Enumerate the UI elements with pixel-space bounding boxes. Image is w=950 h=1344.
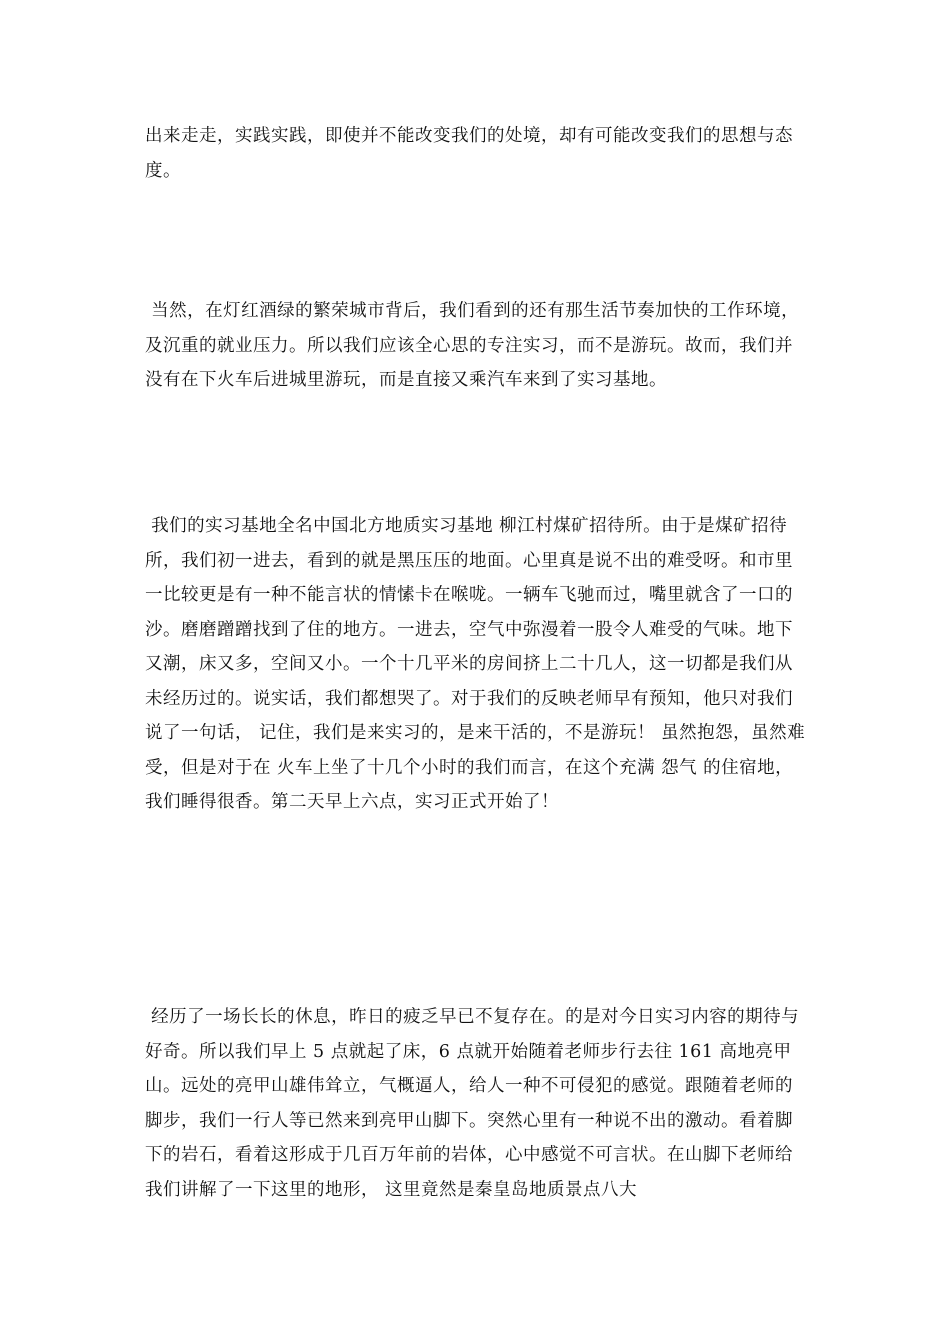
paragraph-3: 我们的实习基地全名中国北方地质实习基地 柳江村煤矿招待所。由于是煤矿招待所，我们初一进去，看到的就是黑压压的地面。心里真是说不出的难受呀。和市里一比较更是有一种不能言状的情愫卡在喉咙。一辆车飞驰而过，嘴里就含了一口的沙。磨磨蹭蹭找到了住的地方。一进去，空气中弥漫着一股令人难受的气味。地下又潮，床又多，空间又小。一个十几平米的房间挤上二十几人，这一切都是我们从未经历过的。说实话，我们都想哭了。对于我们的反映老师早有预知，他只对我们说了一句话， 记住，我们是来实习的，是来干活的，不是游玩！ 虽然抱怨，虽然难受，但是对于在 火车上坐了十几个小时的我们而言，在这个充满 怨气 的住宿地，我们睡得很香。第二天早上六点，实习正式开始了！ <box>145 516 806 812</box>
paragraph-2: 当然，在灯红酒绿的繁荣城市背后，我们看到的还有那生活节奏加快的工作环境，及沉重的就业压力。所以我们应该全心思的专注实习，而不是游玩。故而，我们并没有在下火车后进城里游玩，而是直接又乘汽车来到了实习基地。 <box>145 301 800 390</box>
paragraph-1: 出来走走，实践实践，即使并不能改变我们的处境，却有可能改变我们的思想与态度。 <box>145 126 793 181</box>
paragraph-4: 经历了一场长长的休息，昨日的疲乏早已不复存在。的是对今日实习内容的期待与好奇。所以我们早上 5 点就起了床，6 点就开始随着老师步行去往 161 高地亮甲山。远处的亮甲山雄伟耸立，气概逼人，给人一种不可侵犯的感觉。跟随着老师的脚步，我们一行人等已然来到亮甲山脚下。突然心里有一种说不出的激动。看着脚下的岩石，看着这形成于几百万年前的岩体，心中感觉不可言状。在山脚下老师给我们讲解了一下这里的地形， 这里竟然是秦皇岛地质景点八大 <box>145 1007 800 1200</box>
